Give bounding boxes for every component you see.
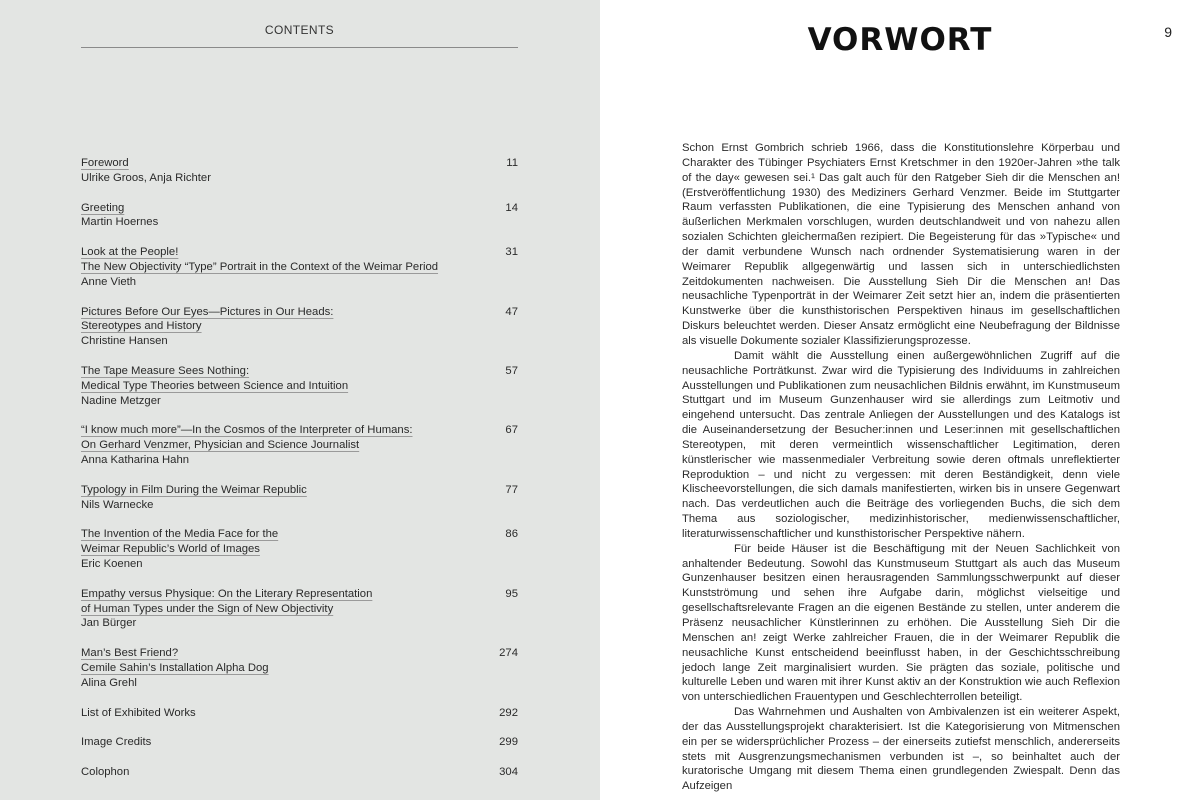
header-rule bbox=[81, 47, 518, 48]
toc-entry-title[interactable] bbox=[81, 602, 518, 617]
toc-entry-author: Alina Grehl bbox=[81, 676, 137, 689]
toc-entry-title-text[interactable]: Empathy versus Physique: On the Literary Representation bbox=[81, 587, 373, 600]
right-page bbox=[600, 0, 1200, 800]
toc-entry-title[interactable] bbox=[81, 587, 518, 602]
toc-entry-author: Eric Koenen bbox=[81, 557, 143, 570]
toc-entry-page: 304 bbox=[499, 766, 518, 779]
table-of-contents bbox=[81, 156, 518, 795]
toc-entry-title-text[interactable]: Look at the People! bbox=[81, 246, 179, 259]
body-paragraph: Für beide Häuser ist die Beschäftigung mit der Neuen Sachlichkeit von anhaltender Bedeutung. Sowohl das Kunstmuseum Stuttgart als auch das Museum Gunzenhauser besitzen einen herausragenden Sammlungsschwerpunkt auf dieser Kunstströmung und sehen ihre Aufgabe darin, möglichst vielseitige und gesellschaftsrelevante Fragen an die eigenen Bestände zu stellen, unter anderem die Präsenz neusachlicher Künstlerinnen zu erhöhen. Die Ausstellung Sieh Dir die Menschen an! zeigt Werke zahlreicher Frauen, die in der Weimarer Republik die neusachliche Kunst entscheidend beeinflusst haben, in der Geschichtsschreibung jedoch lange Zeit marginalisiert wurden. Sie prägten das soziale, politische und kulturelle Leben und waren mit ihrer Kunst aktiv an der Konstruktion wie auch Reflexion von unterschiedlichen Frauentypen und Geschlechterrollen beteiligt. bbox=[682, 542, 1120, 704]
page-number: 9 bbox=[1164, 24, 1172, 40]
toc-entry-title[interactable] bbox=[81, 319, 518, 334]
toc-entry-title[interactable]: List of Exhibited Works bbox=[81, 706, 196, 719]
toc-entry-author: Martin Hoernes bbox=[81, 216, 159, 229]
toc-entry-page: 86 bbox=[505, 528, 518, 541]
toc-entry-title-text[interactable]: of Human Types under the Sign of New Objectivity bbox=[81, 602, 334, 615]
toc-entry-page: 57 bbox=[505, 364, 518, 377]
toc-entry-page: 77 bbox=[505, 483, 518, 496]
toc-entry-title-text[interactable]: “I know much more”—In the Cosmos of the Interpreter of Humans: bbox=[81, 424, 413, 437]
body-paragraph: Damit wählt die Ausstellung einen außergewöhnlichen Zugriff auf die neusachliche Porträtkunst. Zwar wird die Typisierung des Individuums in zahlreichen Ausstellungen und Publikationen zum neusachlichen Bildnis erwähnt, im Kunstmuseum Stuttgart und im Museum Gunzenhauser wird sie allerdings zum Leitmotiv und eingehend untersucht. Das zentrale Anliegen der Ausstellungen und des Katalogs ist die Auseinandersetzung der Besucher:innen und Leser:innen mit gesellschaftlichen Stereotypen, mit deren vermeintlich wissenschaftlicher Legitimation, deren künstlerischer wie massenmedialer Verbreitung sowie deren oftmals unreflektierter Reproduktion – und nicht zu vergessen: mit deren Beständigkeit, denn viele Klischeevorstellungen, die sich damals manifestierten, wirken bis in unsere Gegenwart nach. Das verdeutlichen auch die Beiträge des vorliegenden Buchs, die sich dem Thema aus soziologischer, medizinhistorischer, medienwissenschaftlicher, literaturwissenschaftlicher und kunsthistorischer Perspektive nähern. bbox=[682, 349, 1120, 540]
toc-entry-title[interactable] bbox=[81, 483, 518, 498]
toc-entry[interactable] bbox=[81, 706, 518, 721]
foreword-body bbox=[682, 141, 1120, 794]
toc-entry-page: 31 bbox=[505, 246, 518, 259]
toc-entry-title[interactable] bbox=[81, 260, 518, 275]
toc-entry-title[interactable] bbox=[81, 201, 518, 216]
toc-entry-title-text[interactable]: Typology in Film During the Weimar Republic bbox=[81, 483, 307, 496]
toc-entry-title[interactable] bbox=[81, 661, 518, 676]
toc-entry-page: 67 bbox=[505, 424, 518, 437]
toc-entry-title-text[interactable]: The New Objectivity “Type” Portrait in the Context of the Weimar Period bbox=[81, 260, 439, 273]
body-paragraph: Das Wahrnehmen und Aushalten von Ambivalenzen ist ein weiterer Aspekt, der das Ausstellungsprojekt charakterisiert. Ist die Kategorisierung von Mitmenschen ein per se widersprüchlicher Prozess – der einerseits zutiefst menschlich, andererseits stets mit Ausgrenzungsmechanismen verbunden ist –, so beinhaltet auch der kuratorische Umgang mit diesem Thema einen grundlegenden Zwiespalt. Denn das Aufzeigen bbox=[682, 706, 1120, 793]
toc-entry-page: 14 bbox=[505, 201, 518, 214]
toc-entry[interactable] bbox=[81, 245, 518, 289]
toc-entry-title-text[interactable]: Foreword bbox=[81, 157, 129, 169]
toc-entry-title-text[interactable]: Medical Type Theories between Science and Intuition bbox=[81, 379, 349, 392]
toc-entry-page: 95 bbox=[505, 587, 518, 600]
toc-entry[interactable] bbox=[81, 646, 518, 690]
toc-entry-title-text[interactable]: Weimar Republic’s World of Images bbox=[81, 543, 260, 556]
toc-entry-title[interactable] bbox=[81, 156, 518, 171]
toc-entry[interactable] bbox=[81, 423, 518, 467]
body-paragraph: Schon Ernst Gombrich schrieb 1966, dass die Konstitutionslehre Körperbau und Charakter des Tübinger Psychiaters Ernst Kretschmer in den 1920er-Jahren »the talk of the day« gewesen sei.¹ Das galt auch für den Ratgeber Sieh dir die Menschen an! (Erstveröffentlichung 1930) des Mediziners Gerhard Venzmer. Beide im Stuttgarter Raum verfassten Publikationen, die eine Typisierung des Menschen anhand von äußerlichen Merkmalen vorschlugen, wurden deutschlandweit und von nahezu allen sozialen Schichten gleichermaßen rezipiert. Die Begeisterung für das »Typische« und der damit verbundene Wunsch nach ordnender Systematisierung waren in der Weimarer Republik allgegenwärtig und lassen sich in unterschiedlichsten Zeitdokumenten nachweisen. Die Ausstellung Sieh Dir die Menschen an! Das neusachliche Typenporträt in der Weimarer Zeit setzt hier an, indem die präsentierten Kunstwerke über die kunsthistorischen Perspektiven hinaus im gesellschaftlichen Diskurs beleuchtet werden. Dieser Ansatz ermöglicht eine Neubefragung der Bildnisse als visuelle Dokumente sozialer Klassifizierungsprozesse. bbox=[682, 142, 1120, 347]
toc-entry-title[interactable] bbox=[81, 379, 518, 394]
toc-entry[interactable] bbox=[81, 765, 518, 780]
toc-entry[interactable] bbox=[81, 156, 518, 186]
chapter-title: VORWORT bbox=[807, 22, 993, 58]
toc-entry-page: 47 bbox=[505, 305, 518, 318]
toc-entry[interactable] bbox=[81, 364, 518, 408]
toc-entry-title[interactable] bbox=[81, 423, 518, 438]
toc-entry-author: Christine Hansen bbox=[81, 335, 168, 348]
toc-entry[interactable] bbox=[81, 587, 518, 631]
toc-entry[interactable] bbox=[81, 201, 518, 231]
toc-entry[interactable] bbox=[81, 483, 518, 513]
toc-entry-page: 11 bbox=[506, 157, 518, 169]
toc-entry-title-text[interactable]: Pictures Before Our Eyes—Pictures in Our Heads: bbox=[81, 305, 334, 318]
toc-entry-author: Nadine Metzger bbox=[81, 394, 161, 407]
toc-entry-page: 299 bbox=[499, 736, 518, 749]
toc-entry[interactable] bbox=[81, 527, 518, 571]
toc-entry-author: Nils Warnecke bbox=[81, 498, 154, 511]
toc-entry-title-text[interactable]: Stereotypes and History bbox=[81, 320, 202, 333]
contents-header: CONTENTS bbox=[264, 23, 335, 37]
toc-entry-title[interactable]: Image Credits bbox=[81, 736, 152, 749]
toc-entry-title[interactable] bbox=[81, 646, 518, 661]
toc-entry-title-text[interactable]: Man’s Best Friend? bbox=[81, 647, 179, 660]
toc-entry-author: Anne Vieth bbox=[81, 275, 137, 288]
toc-entry-title[interactable] bbox=[81, 245, 518, 260]
toc-entry-title-text[interactable]: The Tape Measure Sees Nothing: bbox=[81, 364, 250, 377]
toc-entry-author: Jan Bürger bbox=[81, 617, 137, 630]
toc-entry-title-text[interactable]: The Invention of the Media Face for the bbox=[81, 528, 279, 541]
toc-entry-title[interactable]: Colophon bbox=[81, 766, 130, 779]
toc-entry-title-text[interactable]: On Gerhard Venzmer, Physician and Science Journalist bbox=[81, 439, 360, 452]
toc-entry[interactable] bbox=[81, 735, 518, 750]
toc-entry[interactable] bbox=[81, 305, 518, 349]
toc-entry-title-text[interactable]: Greeting bbox=[81, 201, 125, 214]
toc-entry-author: Anna Katharina Hahn bbox=[81, 453, 190, 466]
toc-entry-page: 292 bbox=[499, 706, 518, 719]
toc-entry-title[interactable] bbox=[81, 527, 518, 542]
toc-entry-title[interactable] bbox=[81, 305, 518, 320]
toc-entry-author: Ulrike Groos, Anja Richter bbox=[81, 171, 211, 184]
toc-entry-page: 274 bbox=[499, 647, 518, 660]
toc-entry-title[interactable] bbox=[81, 438, 518, 453]
toc-entry-title[interactable] bbox=[81, 542, 518, 557]
toc-entry-title[interactable] bbox=[81, 364, 518, 379]
toc-entry-title-text[interactable]: Cemile Sahin’s Installation Alpha Dog bbox=[81, 661, 269, 674]
